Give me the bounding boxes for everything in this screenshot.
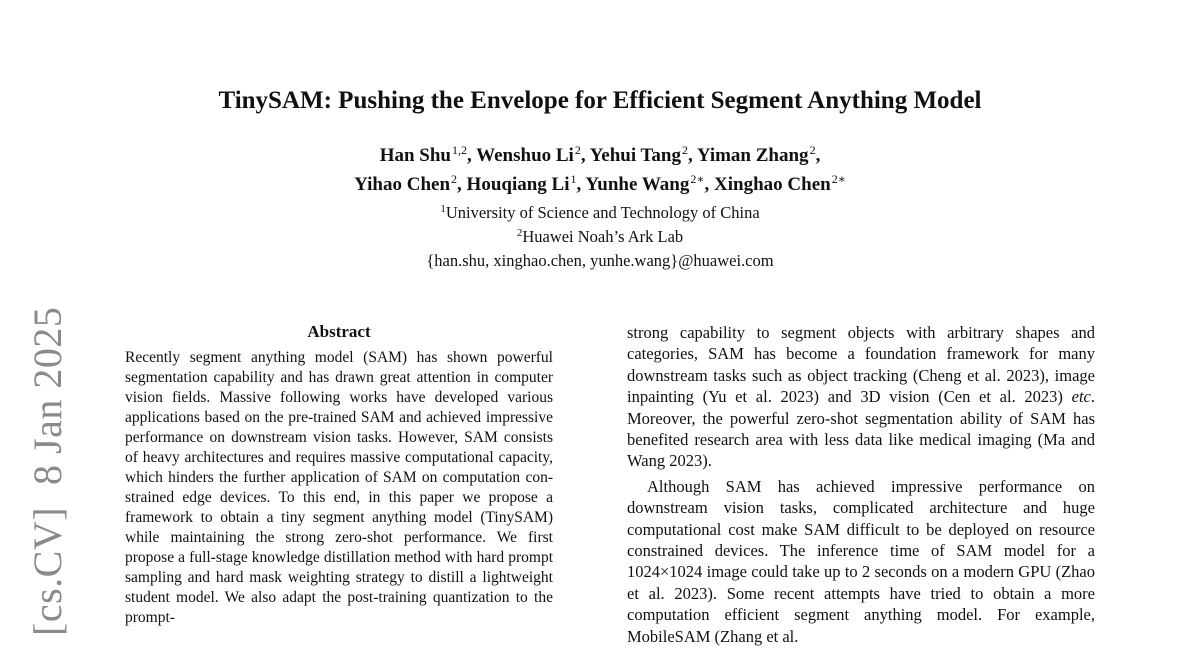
author-name: Yehui Tang [589, 145, 682, 166]
author-separator: , [466, 145, 477, 166]
author-line-2 [0, 171, 1200, 200]
affiliation-text: Huawei Noah’s Ark Lab [522, 227, 684, 246]
body-paragraph-1 [627, 322, 1095, 472]
author-name: Yunhe Wang [585, 174, 690, 195]
author-name: Yihao Chen [354, 174, 451, 195]
body-paragraph-1-etc: etc [1071, 387, 1091, 407]
author-line-1 [0, 142, 1200, 171]
author-separator: , [580, 145, 590, 166]
abstract-section [125, 320, 553, 628]
author-separator: , [815, 145, 821, 166]
author-name: Xinghao Chen [714, 174, 831, 195]
author-affiliation-mark: 2 [682, 143, 689, 157]
paper-title: TinySAM: Pushing the Envelope for Efficient Segment Anything Model [218, 87, 982, 114]
author-name: Han Shu [379, 145, 451, 166]
abstract-text: Recently segment anything model (SAM) has shown powerful segmentation capability and has drawn great attention in computer vision fields. Massive following works have developed various applications based on the pre-trained SAM and achieved impressive performance on downstream vision tasks. However, SAM consists of heavy architectures and requires massive computational capacity, which hinders the further application of SAM on computation constrained edge devices. To this end, in this paper we propose a framework to obtain a tiny segment anything model (TinySAM) while maintaining the strong zero-shot performance. We first propose a full-stage knowledge distillation method with hard prompt sampling and hard mask weighting strategy to distill a lightweight student model. We also adapt the post-training quantization to the prompt- [125, 349, 553, 626]
arxiv-stamp [25, 306, 70, 636]
body-column-right [627, 322, 1095, 647]
author-name: Wenshuo Li [476, 145, 574, 166]
author-name: Yiman Zhang [696, 145, 809, 166]
author-name: Houqiang Li [466, 174, 570, 195]
affiliation-2 [0, 226, 1200, 250]
author-affiliation-mark: 2∗ [831, 172, 846, 186]
body-paragraph-1-part-a: strong capability to segment objects with arbitrary shapes and categories, SAM has become a foundation framework for many downstream tasks such as object tracking (Cheng et al. 2023), image inpainting (Yu et al. 2023) and 3D vision (Cen et al. 2023) [627, 323, 1095, 407]
author-affiliation-mark: 2 [809, 143, 816, 157]
arxiv-date: 8 Jan 2025 [25, 306, 70, 485]
abstract-heading: Abstract [307, 322, 371, 341]
author-affiliation-mark: 2∗ [690, 172, 705, 186]
author-affiliation-mark: 1 [570, 172, 577, 186]
author-separator: , [457, 174, 467, 195]
author-affiliation-mark: 2 [451, 172, 458, 186]
author-separator: , [576, 174, 586, 195]
author-separator: , [688, 145, 697, 166]
body-paragraph-1-part-b: . Moreover, the powerful zero-shot segmentation ability of SAM has benefited research area with less data like medical imaging (Ma and Wang 2023). [627, 387, 1095, 471]
affiliation-1 [0, 202, 1200, 226]
author-affiliation-mark: 2 [574, 143, 581, 157]
author-separator: , [704, 174, 715, 195]
author-list [0, 142, 1200, 200]
body-paragraph-2: Although SAM has achieved impressive performance on downstream vision tasks, complicated architecture and huge computational cost make SAM difficult to be deployed on resource constrained devices. The inference time of SAM model for a 1024×1024 image could take up to 2 seconds on a modern GPU (Zhao et al. 2023). Some recent attempts have tried to obtain a more computation efficient segment anything model. For example, MobileSAM (Zhang et al. [627, 476, 1095, 646]
affiliation-mark: 2 [516, 227, 523, 239]
author-affiliation-mark: 1,2 [451, 143, 467, 157]
affiliation-mark: 1 [440, 203, 446, 215]
arxiv-category: [cs.CV] [25, 506, 70, 636]
author-emails: {han.shu, xinghao.chen, yunhe.wang}@huawei.com [426, 251, 774, 270]
affiliations [0, 202, 1200, 271]
affiliation-text: University of Science and Technology of China [445, 203, 760, 222]
